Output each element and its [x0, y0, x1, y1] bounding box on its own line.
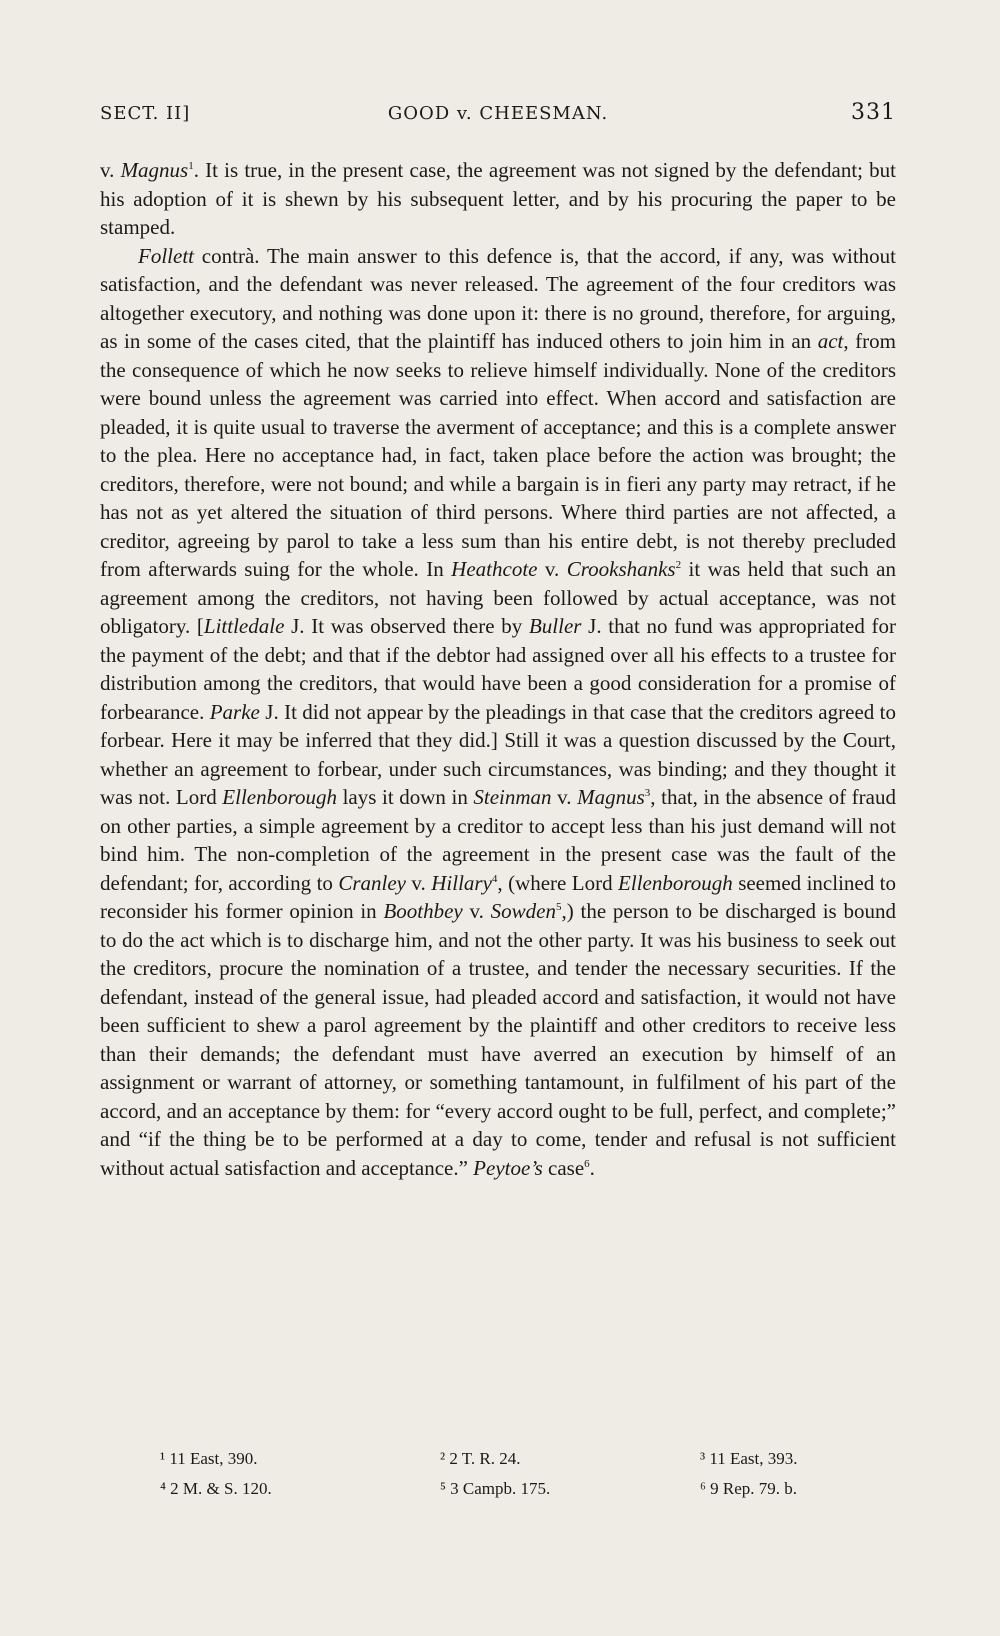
footnote-row: [160, 1479, 890, 1509]
section-label: SECT. II]: [100, 103, 191, 124]
footnotes: [160, 1449, 890, 1509]
footnote-3: ³ 11 East, 393.: [700, 1449, 798, 1468]
footnote-6: ⁶ 9 Rep. 79. b.: [700, 1479, 798, 1498]
paragraph: v. Magnus$^1$. It is true, in the present case, the agreement was not signed by the defendant; but his adoption of it is shewn by his subsequent letter, and by his procuring the paper to be stamped.: [100, 158, 896, 239]
paragraph: Follett contrà. The main answer to this defence is, that the accord, if any, was without satisfaction, and the defendant was never released. The agreement of the four creditors was altogether executory, and nothing was done upon it: there is no ground, therefore, for arguing, as in some of the cases cited, that the plaintiff has induced others to join him in an act, from the consequence of which he now seeks to relieve himself individually. None of the creditors were bound unless the agreement was carried into effect. When accord and satisfaction are pleaded, it is quite usual to traverse the averment of acceptance; and this is a complete answer to the plea. Here no acceptance had, in fact, taken place before the action was brought; the creditors, therefore, were not bound; and while a bargain is in fieri any party may retract, if he has not as yet altered the situation of third persons. Where third parties are not affected, a creditor, agreeing by parol to take a less sum than his entire debt, is not thereby precluded from afterwards suing for the whole. In Heathcote v. Crookshanks$^2$ it was held that such an agreement among the creditors, not having been followed by actual acceptance, was not obligatory. [Littledale J. It was observed there by Buller J. that no fund was appropriated for the payment of the debt; and that if the debtor had assigned over all his effects to a trustee for distribution among the creditors, that would have been a good consideration for a promise of forbearance. Parke J. It did not appear by the pleadings in that case that the creditors agreed to forbear. Here it may be inferred that they did.] Still it was a question discussed by the Court, whether an agreement to forbear, under such circumstances, was binding; and they thought it was not. Lord Ellenborough lays it down in Steinman v. Magnus$^3$, that, in the absence of fraud on other parties, a simple agreement by a creditor to accept less than his just demand will not bind him. The non-completion of the agreement in the present case was the fault of the defendant; for, according to Cranley v. Hillary$^4$, (where Lord Ellenborough seemed inclined to reconsider his former opinion in Boothbey v. Sowden$^5$,) the person to be discharged is bound to do the act which is to discharge him, and not the other party. It was his business to seek out the creditors, procure the nomination of a trustee, and tender the necessary securities. If the defendant, instead of the general issue, had pleaded accord and satisfaction, it would not have been sufficient to shew a parol agreement by the plaintiff and other creditors to receive less than their demands; the defendant must have averred an execution by himself of an assignment or warrant of attorney, or something tantamount, in fulfilment of his part of the accord, and an acceptance by them: for “every accord ought to be full, perfect, and complete;” and “if the thing be to be performed at a day to come, tender and refusal is not sufficient without actual satisfaction and acceptance.” Peytoe’s case$^6$.: [100, 243, 897, 1180]
page-number: 331: [851, 100, 896, 125]
case-title: GOOD v. CHEESMAN.: [387, 103, 609, 124]
footnote-4: ⁴ 2 M. & S. 120.: [160, 1479, 272, 1498]
body-text: [100, 156, 896, 1182]
footnote-row: [160, 1449, 890, 1479]
footnote-2: ² 2 T. R. 24.: [440, 1449, 521, 1468]
footnote-1: ¹ 11 East, 390.: [160, 1449, 258, 1468]
running-header: [100, 100, 896, 133]
footnote-5: ⁵ 3 Campb. 175.: [440, 1479, 551, 1498]
